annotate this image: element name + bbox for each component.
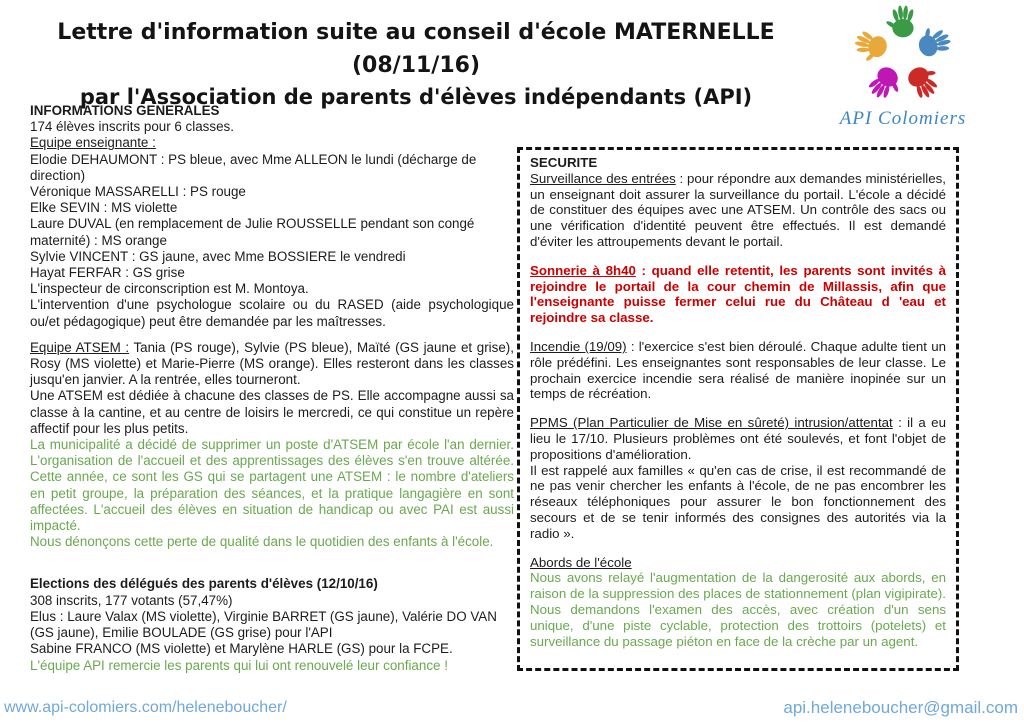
teacher-line: Hayat FERFAR : GS grise — [30, 265, 185, 281]
email-link[interactable]: api.heleneboucher@gmail.com — [783, 698, 1018, 717]
teacher-line: Elke SEVIN : MS violette — [30, 200, 178, 216]
website-link[interactable]: www.api-colomiers.com/heleneboucher/ — [4, 699, 287, 716]
inspector-line: L'inspecteur de circonscription est M. Montoya. — [30, 281, 309, 297]
handprints-icon — [842, 2, 964, 108]
security-box — [517, 147, 959, 671]
surroundings-heading-line — [530, 555, 946, 571]
teacher-line: Véronique MASSARELLI : PS rouge — [30, 184, 246, 200]
surveillance-paragraph — [530, 171, 946, 250]
ppms-text: : il a eu lieu le 17/10. Plusieurs problèmes ont été soulevés, et font l'objet de propositions d'amélioration. — [530, 415, 946, 462]
atsem-intro-text: Tania (PS rouge), Sylvie (PS bleue), Maïté (GS jaune et grise), Rosy (MS violette) et Marie-Pierre (MS orange). Elles resteront dans les classes jusqu'en janvier. A la rentrée, elles tourneront. — [30, 339, 514, 388]
teachers-heading: Equipe enseignante : — [30, 135, 156, 151]
left-column — [30, 103, 514, 674]
fire-drill-text: : l'exercice s'est bien déroulé. Chaque adulte tient un rôle prédéfini. Les enseignantes sont responsables de leur classe. Le prochain exercice incendie sera réalisé de manière inopinée sur un temps de récréation. — [530, 338, 946, 402]
document-title — [0, 16, 832, 113]
enrollment-line: 174 élèves inscrits pour 6 classes. — [30, 119, 234, 135]
hand-blue — [914, 21, 954, 59]
atsem-section — [30, 340, 514, 551]
rased-line: L'intervention d'une psychologue scolaire ou du RASED (aide psychologique ou/et pédagogique) peut être demandée par les maîtresses. — [30, 297, 514, 329]
surveillance-label: Surveillance des entrées — [530, 170, 676, 186]
elections-stats: 308 inscrits, 177 votants (57,47%) — [30, 592, 233, 608]
atsem-denounce: Nous dénonçons cette perte de qualité dans le quotidien des enfants à l'école. — [30, 534, 494, 550]
surveillance-text: : pour répondre aux demandes ministérielles, un enseignant doit assurer la surveillance du portail. L'école a décidé de constituer des équipes avec une ATSEM. Un contrôle des sacs ou une vérification d'identité peuvent être effectués. Il est demandé d'éviter les attroupements devant le portail. — [530, 170, 946, 249]
elections-elected-api: Elus : Laure Valax (MS violette), Virginie BARRET (GS jaune), Valérie DO VAN (GS jaune), Emilie BOULADE (GS grise) pour l'API — [30, 608, 497, 641]
hand-red — [904, 59, 946, 102]
hand-green — [885, 5, 914, 37]
bell-paragraph — [530, 263, 946, 326]
elections-heading: Elections des délégués des parents d'élèves (12/10/16) — [30, 576, 378, 592]
atsem-dedicated: Une ATSEM est dédiée à chacune des classes de PS. Elle accompagne aussi sa classe à la cantine, et au centre de loisirs le mercredi, ce qui constitue un repère affectif pour les plus petits. — [30, 388, 514, 436]
bell-text: : quand elle retentit, les parents sont invités à rejoindre le portail de la cour chemin de Millassis, afin que l'enseignante puisse fermer celui rue du Château d 'eau et rejoindre sa classe. — [530, 262, 946, 326]
teachers-list — [30, 152, 514, 282]
elections-thanks: L'équipe API remercie les parents qui lui ont renouvelé leur confiance ! — [30, 657, 448, 673]
teacher-line: Elodie DEHAUMONT : PS bleue, avec Mme ALLEON le lundi (décharge de direction) — [30, 151, 477, 183]
teacher-line: Laure DUVAL (en remplacement de Julie ROUSSELLE pendant son congé maternité) : MS orange — [30, 216, 475, 248]
title-line-1: Lettre d'information suite au conseil d'école MATERNELLE (08/11/16) — [57, 20, 775, 78]
bell-label: Sonnerie à 8h40 — [530, 262, 636, 278]
hand-magenta — [865, 63, 907, 106]
atsem-heading: Equipe ATSEM : — [30, 339, 130, 355]
ppms-paragraph — [530, 415, 946, 462]
general-info-section — [30, 103, 514, 330]
fire-drill-label: Incendie (19/09) — [530, 338, 627, 354]
surroundings-text: Nous avons relayé l'augmentation de la dangerosité aux abords, en raison de la suppression des places de stationnement (plan vigipirate). Nous demandons l'examen des accès, avec création d'un sens unique, d'une piste cyclable, protection des trottoirs (potelets) et surveillance du passage piéton en face de la crèche par un agent. — [530, 570, 946, 649]
elections-section — [30, 576, 514, 673]
general-info-heading: INFORMATIONS GENERALES — [30, 103, 220, 118]
elections-elected-fcpe: Sabine FRANCO (MS violette) et Marylène HARLE (GS) pour la FCPE. — [30, 641, 453, 657]
security-heading: SECURITE — [530, 155, 598, 170]
atsem-criticism: La municipalité a décidé de supprimer un poste d'ATSEM par école l'an dernier. L'organisation de l'accueil et des apprentissages des élèves s'en trouve altérée. Cette année, ce sont les GS qui se partagent une ATSEM : le nombre d'ateliers en petit groupe, la préparation des séances, et la pratique langagière en sont affectées. L'accueil des élèves en situation de handicap ou avec PAI est aussi impacté. — [30, 437, 514, 534]
teacher-line: Sylvie VINCENT : GS jaune, avec Mme BOSSIERE le vendredi — [30, 248, 406, 264]
title-line-2: par l'Association de parents d'élèves indépendants (API) — [79, 85, 753, 109]
atsem-intro — [30, 340, 514, 389]
hand-yellow — [850, 29, 889, 67]
ppms-reminder: Il est rappelé aux familles « qu'en cas de crise, il est recommandé de ne pas venir chercher les enfants à l'école, de ne pas encombrer les réseaux téléphoniques pour assurer le bon fonctionnement des secours et de se tenir informés des consignes des autorités via la radio ». — [530, 462, 946, 541]
surroundings-label: Abords de l'école — [530, 554, 632, 570]
ppms-label: PPMS (Plan Particulier de Mise en sûreté) intrusion/attentat — [530, 415, 893, 431]
fire-drill-paragraph — [530, 339, 946, 402]
api-colomiers-logo — [828, 2, 978, 130]
logo-text: API Colomiers — [839, 108, 967, 129]
